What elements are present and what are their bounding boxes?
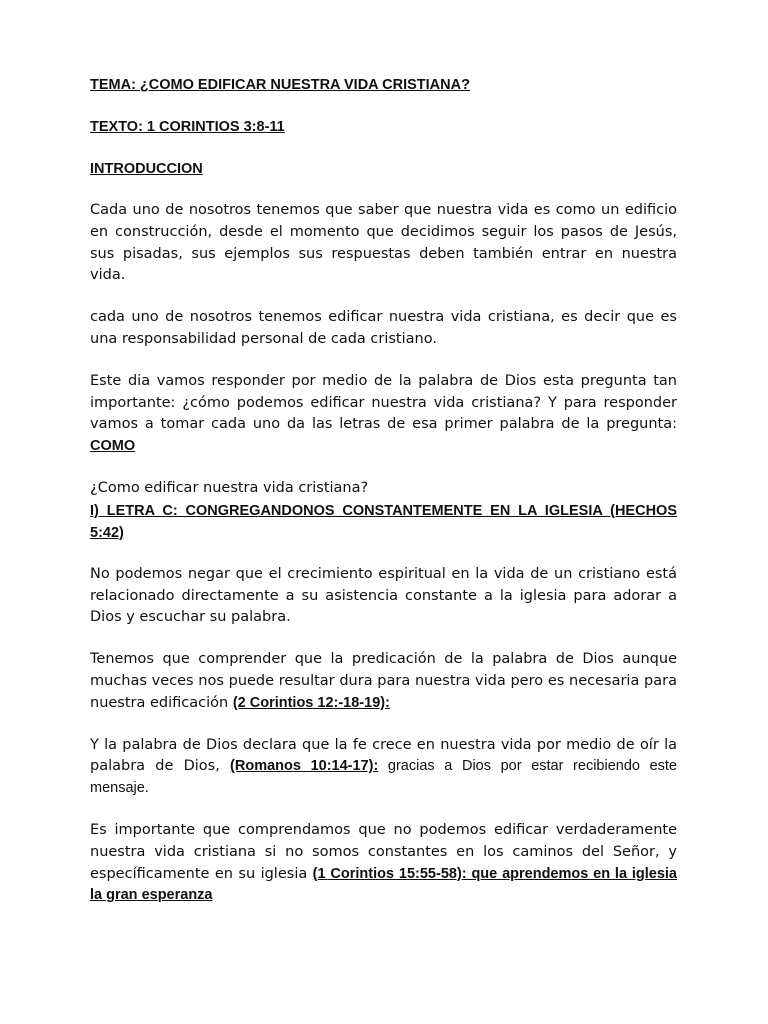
section-1-heading: I) LETRA C: CONGREGANDONOS CONSTANTEMENTE EN LA IGLESIA (HECHOS 5:42) xyxy=(90,502,677,541)
texto-heading: TEXTO: 1 CORINTIOS 3:8-11 xyxy=(90,119,285,135)
introduccion-heading: INTRODUCCION xyxy=(90,161,203,177)
document-page xyxy=(90,74,677,907)
paragraph-section-1-b xyxy=(90,649,677,714)
bible-reference: (2 Corintios 12:-18-19): xyxy=(232,694,390,711)
paragraph-question: ¿Como edificar nuestra vida cristiana? xyxy=(90,479,369,496)
paragraph-section-1-a: No podemos negar que el crecimiento espiritual en la vida de un cristiano está relacionado directamente a su asistencia constante a la iglesia para adorar a Dios y escuchar su palabra. xyxy=(90,565,677,626)
paragraph-section-1-b-text: Tenemos que comprender que la predicación de la palabra de Dios aunque muchas veces nos puede resultar dura para nuestra vida pero es necesaria para nuestra edificación xyxy=(90,651,677,711)
paragraph-section-1-c xyxy=(90,735,677,800)
paragraph-intro-3 xyxy=(90,371,677,458)
bible-reference: (Romanos 10:14-17): xyxy=(230,758,379,775)
paragraph-section-1-c-tail: gracias a Dios por estar recibiendo este mensaje. xyxy=(90,758,677,797)
paragraph-intro-2: cada uno de nosotros tenemos edificar nuestra vida cristiana, es decir que es una responsabilidad personal de cada cristiano. xyxy=(90,309,677,347)
como-keyword: COMO xyxy=(90,438,136,455)
paragraph-section-1-c-text: Y la palabra de Dios declara que la fe crece en nuestra vida por medio de oír la palabra de Dios, xyxy=(90,736,677,775)
paragraph-intro-1: Cada uno de nosotros tenemos que saber que nuestra vida es como un edificio en construcción, desde el momento que decidimos seguir los pasos de Jesús, sus pisadas, sus ejemplos sus respuestas deben también entrar en nuestra vida. xyxy=(90,202,677,284)
bible-reference: (1 Corintios 15:55-58): que aprendemos en la iglesia la gran esperanza xyxy=(90,865,677,904)
paragraph-section-1-d xyxy=(90,820,677,907)
tema-heading: TEMA: ¿COMO EDIFICAR NUESTRA VIDA CRISTIANA? xyxy=(90,77,470,93)
paragraph-intro-3-text: Este dia vamos responder por medio de la palabra de Dios esta pregunta tan importante: ¿cómo podemos edificar nuestra vida cristiana? Y para responder vamos a tomar cada uno da las letras de esa primer palabra de la pregunta: xyxy=(90,372,677,433)
paragraph-section-1-d-text: Es importante que comprendamos que no podemos edificar verdaderamente nuestra vida cristiana si no somos constantes en los caminos del Señor, y específicamente en su iglesia xyxy=(90,821,677,882)
